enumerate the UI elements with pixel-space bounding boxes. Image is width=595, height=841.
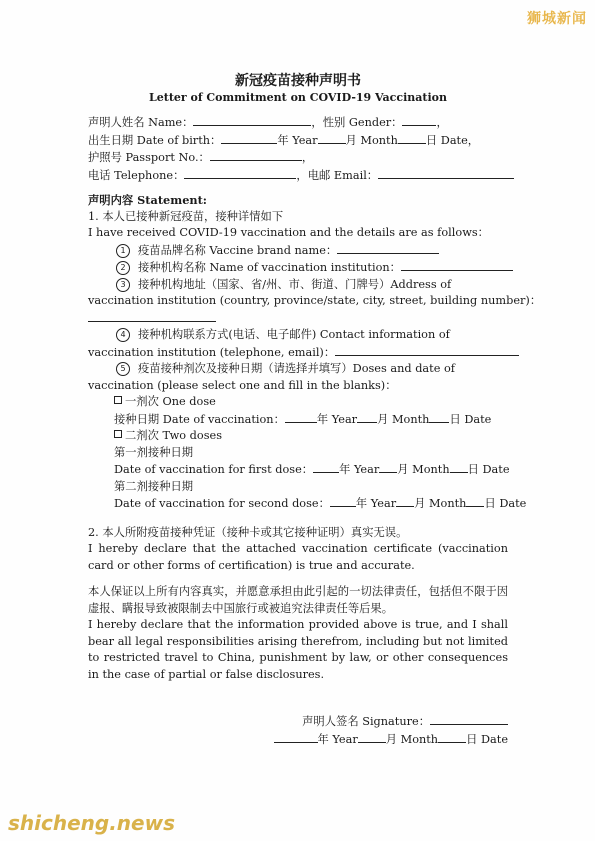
signature-year-label: 年 Year	[317, 732, 358, 746]
first-dose-date-line	[88, 461, 508, 479]
signature-day-label: 日 Date	[466, 732, 508, 746]
passport-line	[88, 149, 508, 167]
inst-contact-label2: vaccination institution (telephone, email)：	[88, 345, 336, 359]
signature-label: 声明人签名 Signature：	[302, 715, 430, 728]
second-dose-date-line	[88, 495, 527, 513]
first-dose-day-label: 日 Date	[467, 463, 510, 476]
brand-line	[88, 242, 508, 260]
email-label: ，电邮 Email：	[296, 168, 379, 182]
gender-label: ，性别 Gender：	[311, 116, 403, 129]
inst-addr-label: 接种机构地址（国家、省/州、市、街道、门牌号）Address of	[138, 277, 452, 291]
gender-blank[interactable]	[402, 114, 436, 126]
two-doses-checkbox[interactable]	[114, 430, 122, 438]
one-dose-date-label: 接种日期 Date of vaccination：	[114, 412, 285, 426]
first-dose-date-label: Date of vaccination for first dose：	[114, 463, 314, 476]
statement-heading-en: Statement:	[133, 193, 207, 207]
dob-date-label: 日 Date，	[425, 133, 480, 147]
one-dose-date-line	[88, 411, 508, 429]
first-dose-year-blank[interactable]	[313, 461, 339, 473]
name-label: 声明人姓名 Name：	[88, 116, 194, 129]
second-dose-month-blank[interactable]	[396, 495, 414, 507]
one-dose-day-label: 日 Date	[449, 412, 492, 426]
doses-line2: vaccination (please select one and fill in the blanks)：	[88, 378, 397, 392]
inst-name-line	[88, 259, 508, 277]
phone-blank[interactable]	[184, 167, 296, 179]
name-blank[interactable]	[193, 114, 311, 126]
passport-tail: ，	[301, 151, 314, 164]
item2-cn: 2. 本人所附疫苗接种凭证（接种卡或其它接种证明）真实无误。	[88, 525, 408, 539]
second-dose-month-label: 月 Month	[414, 497, 467, 510]
doses-line	[88, 361, 508, 378]
signature-year-blank[interactable]	[274, 731, 318, 743]
second-dose-cn: 第二剂接种日期	[114, 479, 194, 493]
contact-line	[88, 167, 508, 185]
second-dose-year-label: 年 Year	[355, 497, 397, 510]
one-dose-year-blank[interactable]	[285, 411, 317, 423]
watermark-top: 狮城新闻	[527, 11, 587, 27]
dob-label: 出生日期 Date of birth：	[88, 133, 222, 147]
first-dose-year-label: 年 Year	[339, 463, 380, 476]
inst-addr-blank[interactable]	[88, 310, 216, 322]
name-line	[88, 114, 508, 132]
two-doses-label: 二剂次 Two doses	[125, 429, 222, 442]
title-english: Letter of Commitment on COVID-19 Vaccination	[149, 91, 447, 104]
inst-contact-line	[88, 327, 508, 344]
signature-day-blank[interactable]	[438, 731, 466, 743]
second-dose-day-label: 日 Date	[484, 497, 527, 510]
one-dose-month-label: 月 Month	[377, 412, 430, 426]
declaration-cn: 本人保证以上所有内容真实，并愿意承担由此引起的一切法律责任，包括但不限于因虚报、瞒报导致被限制去中国旅行或被追究法律责任等后果。	[88, 585, 508, 615]
one-dose-option[interactable]	[88, 394, 508, 411]
signature-blank[interactable]	[430, 713, 508, 725]
first-dose-day-blank[interactable]	[450, 461, 468, 473]
inst-name-blank[interactable]	[401, 259, 513, 271]
second-dose-date-label: Date of vaccination for second dose：	[114, 497, 330, 510]
phone-label: 电话 Telephone：	[88, 168, 185, 182]
signature-month-blank[interactable]	[358, 731, 386, 743]
circle-number-1: 1	[116, 244, 130, 258]
statement-heading-cn: 声明内容	[88, 193, 134, 207]
one-dose-label: 一剂次 One dose	[125, 395, 216, 408]
gender-tail: ，	[436, 116, 448, 129]
doses-label: 疫苗接种剂次及接种日期（请选择并填写）Doses and date of	[138, 362, 455, 375]
inst-addr-line	[88, 277, 508, 294]
one-dose-day-blank[interactable]	[429, 411, 449, 423]
first-dose-month-label: 月 Month	[397, 463, 450, 476]
dob-year-blank[interactable]	[221, 132, 277, 144]
inst-contact-line2	[88, 344, 508, 362]
circle-number-5: 5	[116, 362, 130, 376]
passport-blank[interactable]	[210, 149, 302, 161]
circle-number-4: 4	[116, 328, 130, 342]
signature-line	[88, 713, 508, 731]
first-dose-cn: 第一剂接种日期	[114, 445, 194, 459]
item1-cn: 1. 本人已接种新冠疫苗，接种详情如下	[88, 209, 284, 223]
inst-addr-blank-line	[88, 310, 508, 328]
two-doses-option[interactable]	[88, 428, 508, 445]
watermark-bottom: shicheng.news	[8, 811, 175, 835]
item2-en: I hereby declare that the attached vaccination certificate (vaccination card or other forms of certification) is true and accurate.	[88, 542, 508, 572]
declaration-en: I hereby declare that the information provided above is true, and I shall bear all legal responsibilities arising therefrom, including but not limited to restricted travel to China, punishment by law, or other consequences in the case of partial or false disclosures.	[88, 618, 508, 681]
statement-heading	[88, 192, 508, 209]
signature-date-line	[88, 731, 508, 749]
second-dose-year-blank[interactable]	[330, 495, 356, 507]
title-chinese: 新冠疫苗接种声明书	[235, 73, 361, 89]
dob-month-blank[interactable]	[318, 132, 346, 144]
circle-number-2: 2	[116, 261, 130, 275]
dob-date-blank[interactable]	[398, 132, 426, 144]
one-dose-year-label: 年 Year	[316, 412, 358, 426]
document	[88, 72, 542, 748]
inst-name-label: 接种机构名称 Name of vaccination institution：	[138, 261, 401, 274]
email-blank[interactable]	[378, 167, 514, 179]
signature-month-label: 月 Month	[385, 732, 439, 746]
passport-label: 护照号 Passport No.：	[88, 151, 210, 164]
item1-en: I have received COVID-19 vaccination and the details are as follows：	[88, 226, 489, 239]
second-dose-day-blank[interactable]	[466, 495, 484, 507]
inst-contact-blank[interactable]	[335, 344, 519, 356]
dob-month-label: 月 Month	[345, 133, 398, 147]
inst-contact-label: 接种机构联系方式(电话、电子邮件) Contact information of	[138, 328, 450, 341]
brand-blank[interactable]	[337, 242, 439, 254]
dob-line	[88, 132, 508, 150]
inst-addr-line2: vaccination institution (country, province/state, city, street, building number)：	[88, 294, 542, 307]
first-dose-month-blank[interactable]	[379, 461, 397, 473]
one-dose-month-blank[interactable]	[357, 411, 377, 423]
one-dose-checkbox[interactable]	[114, 396, 122, 404]
dob-year-label: 年 Year	[277, 133, 318, 147]
brand-label: 疫苗品牌名称 Vaccine brand name：	[138, 243, 338, 257]
circle-number-3: 3	[116, 278, 130, 292]
